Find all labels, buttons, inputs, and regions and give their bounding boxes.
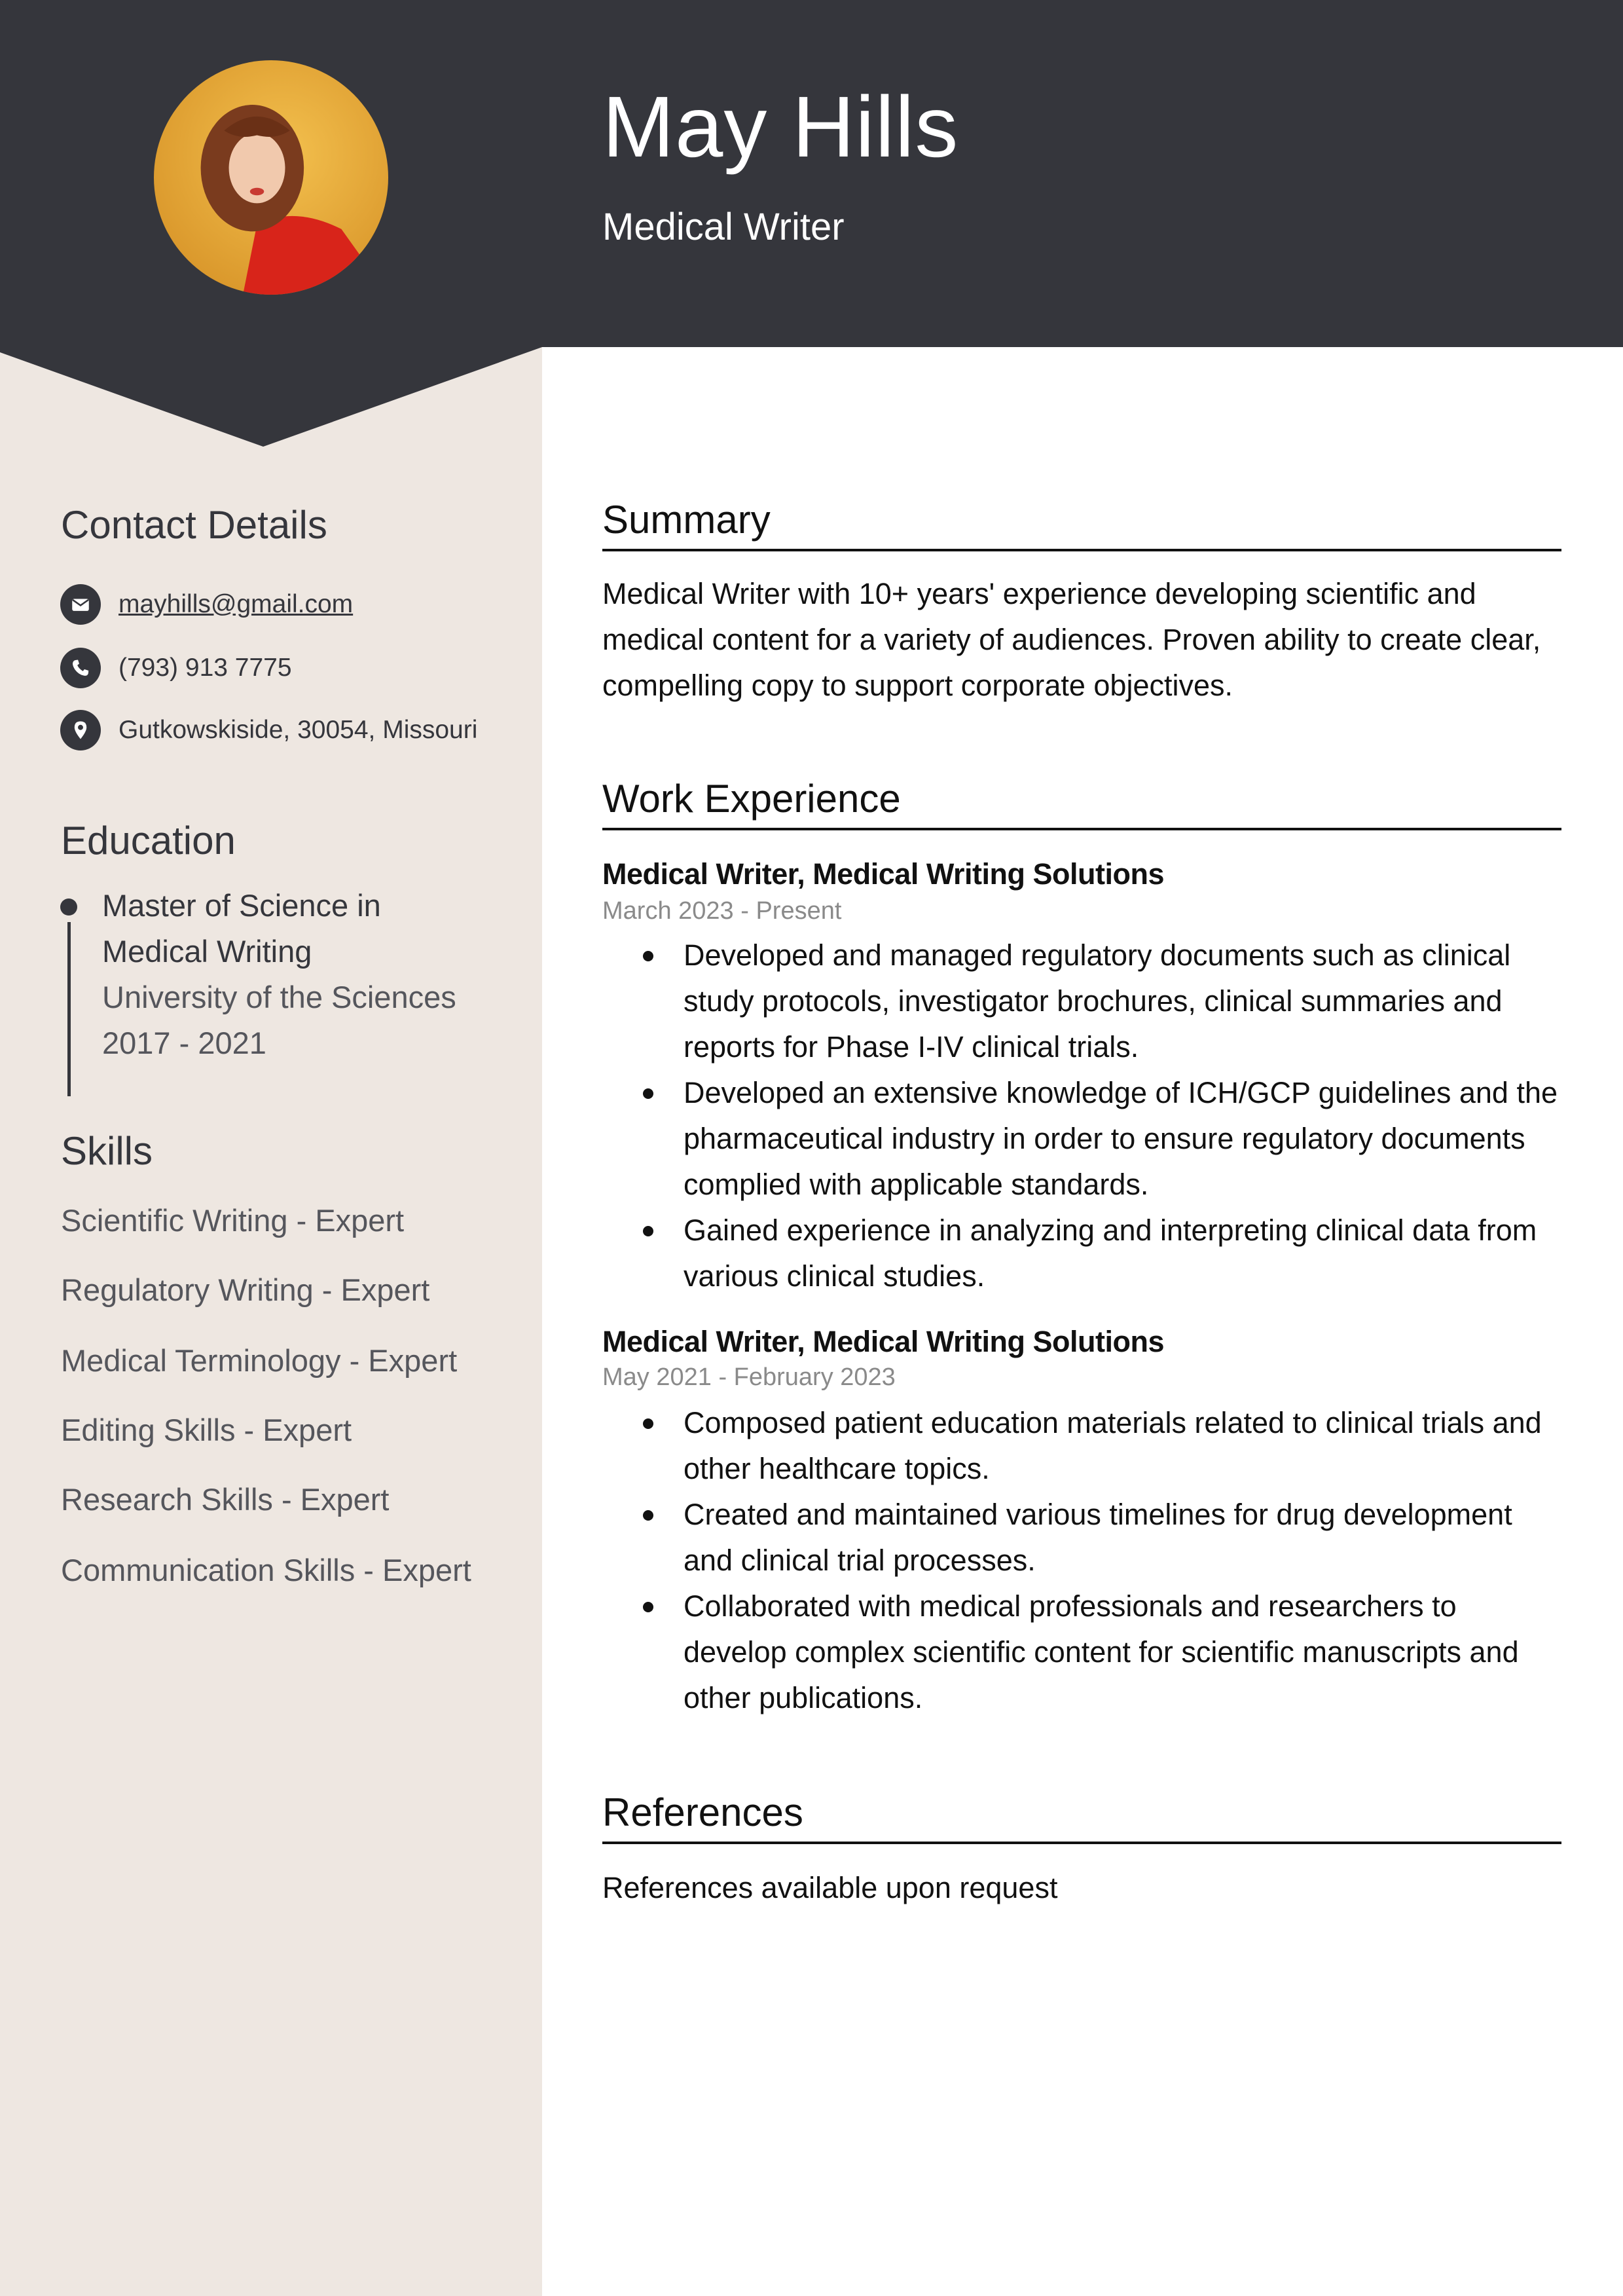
skill-item: Communication Skills - Expert <box>61 1553 471 1587</box>
candidate-title: Medical Writer <box>602 206 845 248</box>
sidebar-background <box>0 347 542 2296</box>
skill-item: Scientific Writing - Expert <box>61 1203 405 1238</box>
job-bullet: Gained experience in analyzing and interpreting clinical data from various clinical studies. <box>684 1208 1565 1299</box>
job-bullet: Created and maintained various timelines for drug development and clinical trial processes. <box>684 1492 1565 1583</box>
job-bullet: Developed and managed regulatory documents such as clinical study protocols, investigator brochures, clinical summaries and reports for Phase I-IV clinical trials. <box>684 933 1565 1070</box>
phone-icon <box>60 648 101 688</box>
summary-divider <box>602 549 1561 551</box>
contact-heading: Contact Details <box>61 503 327 547</box>
summary-heading: Summary <box>602 498 771 542</box>
summary-text: Medical Writer with 10+ years' experience developing scientific and medical content for a variety of audiences. Proven ability to create clear, compelling copy to support corporate objectives. <box>602 577 1541 702</box>
education-dates: 2017 - 2021 <box>102 1026 266 1060</box>
education-school: University of the Sciences <box>102 980 456 1014</box>
job-bullet: Developed an extensive knowledge of ICH/GCP guidelines and the pharmaceutical industry in order to ensure regulatory documents complied with applicable standards. <box>684 1070 1565 1208</box>
timeline-dot <box>60 898 77 916</box>
education-heading: Education <box>61 819 236 862</box>
job-title: Medical Writer, Medical Writing Solutions <box>602 857 1164 891</box>
work-divider <box>602 828 1561 830</box>
references-heading: References <box>602 1790 803 1834</box>
skill-item: Research Skills - Expert <box>61 1482 390 1517</box>
contact-address: Gutkowskiside, 30054, Missouri <box>119 716 478 744</box>
references-text: References available upon request <box>602 1871 1058 1904</box>
job-bullets <box>602 1400 1565 1721</box>
work-heading: Work Experience <box>602 777 901 821</box>
skill-item: Medical Terminology - Expert <box>61 1343 458 1378</box>
contact-address-row <box>60 709 477 752</box>
contact-phone: (793) 913 7775 <box>119 654 292 682</box>
skills-heading: Skills <box>61 1129 153 1173</box>
contact-email[interactable]: mayhills@gmail.com <box>119 590 354 618</box>
job-bullet: Composed patient education materials related to clinical trials and other healthcare topics. <box>684 1400 1565 1492</box>
profile-photo <box>154 60 388 295</box>
job-title: Medical Writer, Medical Writing Solutions <box>602 1325 1164 1358</box>
education-degree: Master of Science in Medical Writing <box>102 888 381 969</box>
contact-email-row[interactable] <box>60 583 353 626</box>
job-dates: May 2021 - February 2023 <box>602 1363 896 1391</box>
location-pin-icon <box>60 710 101 750</box>
skill-item: Regulatory Writing - Expert <box>61 1272 430 1307</box>
references-divider <box>602 1842 1561 1844</box>
candidate-name: May Hills <box>602 79 959 175</box>
skill-item: Editing Skills - Expert <box>61 1413 352 1447</box>
envelope-icon <box>60 584 101 625</box>
job-dates: March 2023 - Present <box>602 897 842 925</box>
job-bullet: Collaborated with medical professionals and researchers to develop complex scientific content for scientific manuscripts and other publications. <box>684 1583 1565 1721</box>
timeline-line <box>67 922 71 1096</box>
contact-phone-row <box>60 646 292 690</box>
job-bullets <box>602 933 1565 1299</box>
